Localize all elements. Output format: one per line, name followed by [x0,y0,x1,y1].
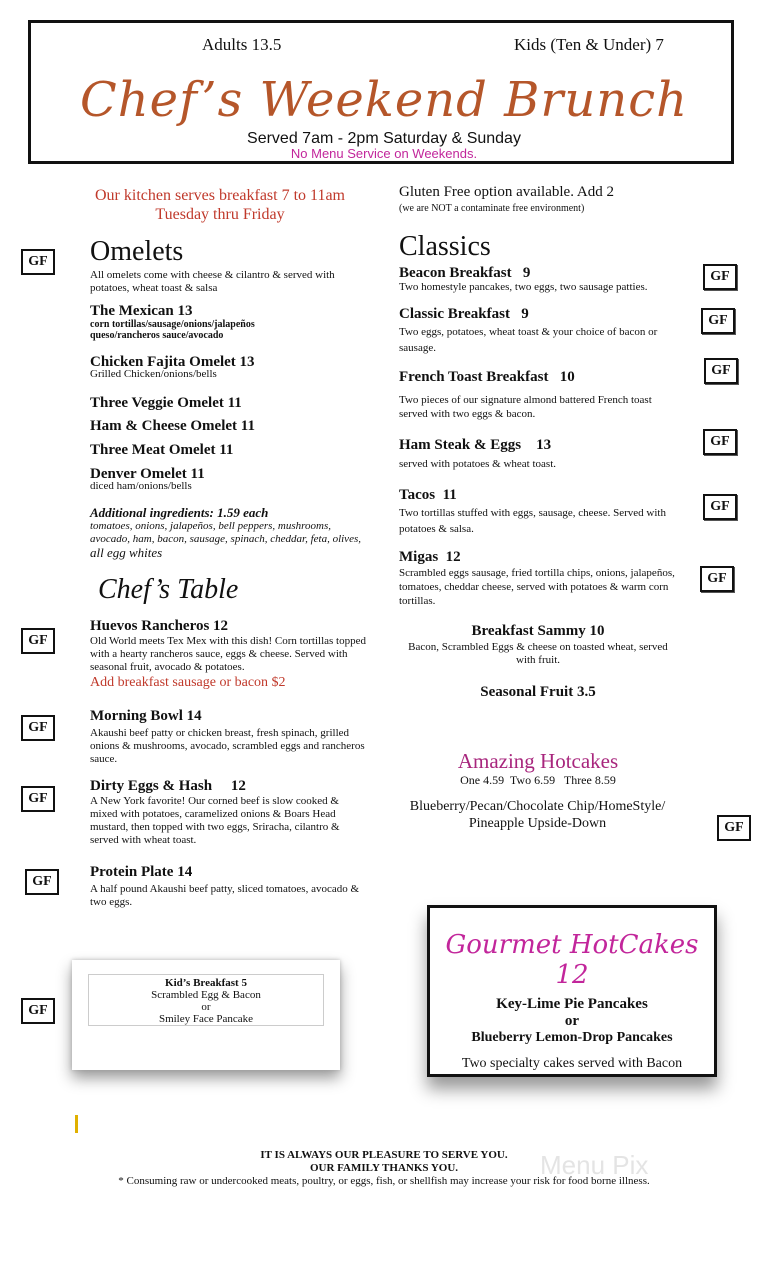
chefs-item-name: Morning Bowl 14 [90,708,202,724]
classics-item-name: Classic Breakfast 9 [399,306,529,322]
breakfast-sammy-desc: Bacon, Scrambled Eggs & cheese on toasted wheat, served with fruit. [408,641,668,666]
page-title: Chef’s Weekend Brunch [80,72,688,128]
breakfast-sammy-name: Breakfast Sammy 10 [471,623,605,639]
hotcakes-prices: One 4.59 Two 6.59 Three 8.59 [460,773,616,787]
egg-whites-option: all egg whites [90,545,163,560]
gf-badge: GF [704,358,738,384]
hotcakes-flavors-line1: Blueberry/Pecan/Chocolate Chip/HomeStyle/ [409,799,666,814]
kitchen-hours-line1: Our kitchen serves breakfast 7 to 11am [95,187,345,204]
seasonal-fruit: Seasonal Fruit 3.5 [480,684,596,700]
classics-item-desc: Two tortillas stuffed with eggs, sausage, cheese. Served with potatoes & salsa. [399,507,666,535]
classics-item-name: Migas 12 [399,549,461,565]
omelet-item-name: The Mexican 13 [90,303,193,319]
footer-family: OUR FAMILY THANKS YOU. [309,1162,459,1174]
additional-ingredients-list [90,520,372,561]
gourmet-item: Blueberry Lemon-Drop Pancakes [471,1030,673,1045]
decorative-bar [75,1115,78,1133]
gf-badge: GF [703,494,737,520]
chefs-item-desc: Akaushi beef patty or chicken breast, fresh spinach, grilled onions & mushrooms, avocado, scrambled eggs and rancheros sauce. [90,727,365,765]
omelet-item-name: Chicken Fajita Omelet 13 [90,354,255,370]
chefs-item-desc: A half pound Akaushi beef patty, sliced tomatoes, avocado & two eggs. [90,883,360,908]
hotcakes-flavors-line2: Pineapple Upside-Down [468,816,607,831]
omelets-description: All omelets come with cheese & cilantro & served with potatoes, wheat toast & salsa [90,269,335,294]
gf-badge: GF [21,786,55,812]
additional-ingredients-title: Additional ingredients: 1.59 each [90,505,269,520]
chefs-item-name: Huevos Rancheros 12 [90,618,229,634]
gourmet-hotcakes-card [427,905,717,1077]
gf-badge: GF [701,308,735,334]
kids-breakfast-option: Scrambled Egg & Bacon [151,989,261,1001]
kids-breakfast-title: Kid’s Breakfast 5 [165,977,247,989]
chefs-table-heading: Chef’s Table [98,574,239,605]
classics-item-desc: Two eggs, potatoes, wheat toast & your choice of bacon or sausage. [399,326,658,354]
no-menu-note: No Menu Service on Weekends. [290,146,478,161]
gourmet-hotcakes-title: Gourmet HotCakes 12 [445,930,699,990]
kids-breakfast-card [72,960,340,1070]
classics-item-desc: Two pieces of our signature almond battered French toast served with two eggs & bacon. [399,394,652,420]
chefs-item-desc: A New York favorite! Our corned beef is slow cooked & mixed with potatoes, caramelized onions & Boars Head mustard, then topped with two eggs, Sriracha, cilantro & served with wheat toast. [90,795,340,846]
classics-item-desc: Scrambled eggs sausage, fried tortilla chips, onions, jalapeños, tomatoes, cheddar cheese, served with potatoes & warm corn tortillas. [399,567,675,607]
omelet-item-name: Three Veggie Omelet 11 [90,395,242,411]
gf-badge: GF [703,264,737,290]
classics-item-desc: served with potatoes & wheat toast. [399,458,557,470]
footer-disclaimer: * Consuming raw or undercooked meats, poultry, or eggs, fish, or shellfish may increase your risk for food borne illness. [118,1175,650,1187]
chefs-item-name: Dirty Eggs & Hash 12 [90,778,246,794]
gf-badge: GF [21,998,55,1024]
hotcakes-heading: Amazing Hotcakes [457,749,619,773]
kids-breakfast-or: or [201,1001,211,1013]
omelet-item-name: Denver Omelet 11 [90,466,205,482]
gf-badge: GF [717,815,751,841]
omelet-item-desc: Grilled Chicken/onions/bells [90,368,217,380]
chefs-item-desc: Old World meets Tex Mex with this dish! Corn tortillas topped with a hearty rancheros sauce, eggs & cheese. Served with seasonal fruit, avocado & potatoes. [90,635,366,673]
kids-price: Kids (Ten & Under) 7 [514,35,664,54]
footer-thanks: IT IS ALWAYS OUR PLEASURE TO SERVE YOU. [260,1149,508,1161]
classics-heading: Classics [399,231,491,262]
watermark-logo: Menu Pix [540,1150,649,1180]
gf-badge: GF [21,249,55,275]
gourmet-note: Two specialty cakes served with Bacon [461,1056,683,1071]
kitchen-hours [70,186,370,224]
classics-item-name: Beacon Breakfast 9 [399,265,531,281]
gluten-free-note: Gluten Free option available. Add 2 [399,184,614,200]
gourmet-or: or [564,1013,580,1029]
classics-item-desc: Two homestyle pancakes, two eggs, two sausage patties. [399,281,648,293]
gf-badge: GF [703,429,737,455]
kids-breakfast-option: Smiley Face Pancake [158,1013,254,1025]
gf-badge: GF [21,715,55,741]
gf-badge: GF [21,628,55,654]
additional-ingredients-items: tomatoes, onions, jalapeños, bell peppers, mushrooms, avocado, ham, bacon, sausage, spinach, cheddar, feta, olives, [90,520,361,545]
kids-breakfast-inner [88,974,324,1026]
kitchen-hours-line2: Tuesday thru Friday [155,206,285,223]
omelets-heading: Omelets [90,236,184,267]
classics-item-name: Tacos 11 [399,487,457,503]
omelet-item-desc: corn tortillas/sausage/onions/jalapeños queso/rancheros sauce/avocado [90,319,255,341]
classics-item-name: Ham Steak & Eggs 13 [399,437,552,453]
gluten-free-disclaimer: (we are NOT a contaminate free environment) [399,203,585,214]
gf-badge: GF [25,869,59,895]
chefs-item-name: Protein Plate 14 [90,864,193,880]
omelet-item-name: Ham & Cheese Omelet 11 [90,418,255,434]
add-meat-note: Add breakfast sausage or bacon $2 [90,675,286,690]
omelet-item-desc: diced ham/onions/bells [90,480,192,492]
adults-price: Adults 13.5 [202,35,282,54]
served-hours: Served 7am - 2pm Saturday & Sunday [247,130,521,147]
gourmet-item: Key-Lime Pie Pancakes [496,996,648,1012]
classics-item-name: French Toast Breakfast 10 [399,369,575,385]
omelet-item-name: Three Meat Omelet 11 [90,442,234,458]
gf-badge: GF [700,566,734,592]
